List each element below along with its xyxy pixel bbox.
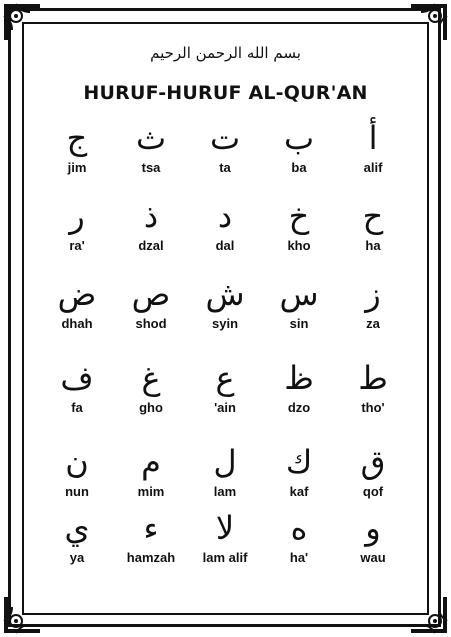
letter-card [114,508,188,578]
letter-card [336,508,410,578]
letter-name: za [366,316,380,331]
letter-glyph: د [217,197,233,235]
letter-glyph: ر [69,197,85,235]
letter-name: lam [213,484,237,499]
letter-glyph: ظ [284,359,314,397]
letter-name: tsa [141,160,161,175]
letter-name: jim [67,160,87,175]
letter-card [188,274,262,358]
letter-glyph: س [279,275,319,313]
letter-name: dzal [138,238,164,253]
letter-name: dhah [61,316,93,331]
letter-glyph: ف [60,359,94,397]
letter-glyph: خ [288,197,310,235]
letter-card [188,196,262,274]
letter-glyph: ي [64,509,90,547]
letter-name: ya [69,550,85,565]
letter-card [262,508,336,578]
letter-card [114,442,188,508]
letter-card [40,358,114,442]
letter-grid [40,118,410,588]
letter-glyph: ز [365,275,381,313]
letter-glyph: ح [362,197,384,235]
letter-name: syin [212,316,239,331]
corner-ornament-icon [407,593,451,637]
letter-name: alif [363,160,383,175]
page-title: HURUF-HURUF AL-QUR'AN [83,82,368,104]
letter-glyph: لا [215,509,235,547]
letter-name: fa [71,400,83,415]
letter-name: dzo [287,400,311,415]
letter-glyph: م [141,443,161,481]
letter-name: qof [362,484,384,499]
letter-name: ta [219,160,231,175]
letter-card [188,118,262,196]
letter-card [336,196,410,274]
corner-ornament-icon [0,593,44,637]
letter-card [336,442,410,508]
letter-name: lam alif [202,550,248,565]
letter-card [114,196,188,274]
letter-name: hamzah [126,550,176,565]
letter-name: tho' [361,400,385,415]
letter-glyph: ت [209,119,241,157]
letter-glyph: غ [141,359,161,397]
letter-name: ra' [69,238,85,253]
letter-name: ha [365,238,381,253]
letter-name: wau [360,550,386,565]
letter-name: mim [137,484,165,499]
corner-ornament-icon [0,0,44,44]
letter-glyph: ك [285,443,313,481]
letter-name: gho [139,400,163,415]
letter-card [40,196,114,274]
letter-card [262,358,336,442]
letter-glyph: أ [368,119,378,157]
basmala-text: بسم الله الرحمن الرحيم [150,44,301,62]
corner-ornament-icon [407,0,451,44]
letter-card [262,274,336,358]
letter-glyph: ن [65,443,89,481]
letter-name: ba [291,160,307,175]
letter-card [188,508,262,578]
letter-glyph: ع [215,359,235,397]
letter-glyph: ش [205,275,245,313]
letter-glyph: ل [213,443,237,481]
letter-glyph: ج [66,119,88,157]
letter-name: dal [215,238,235,253]
letter-name: shod [135,316,167,331]
letter-glyph: ص [131,275,171,313]
letter-glyph: ط [358,359,388,397]
letter-glyph: ه [290,509,308,547]
letter-card [336,118,410,196]
letter-card [188,442,262,508]
letter-name: kaf [289,484,309,499]
letter-card [40,274,114,358]
letter-glyph: ث [135,119,167,157]
letter-name: 'ain [214,400,236,415]
letter-card [40,118,114,196]
letter-glyph: ض [57,275,97,313]
letter-card [262,196,336,274]
letter-glyph: و [365,509,381,547]
letter-glyph: ذ [143,197,159,235]
letter-name: kho [287,238,311,253]
letter-card [114,274,188,358]
letter-name: ha' [289,550,309,565]
letter-card [40,508,114,578]
letter-glyph: ب [283,119,315,157]
letter-card [114,118,188,196]
letter-glyph: ء [143,509,159,547]
letter-card [336,358,410,442]
letter-card [114,358,188,442]
letter-card [262,442,336,508]
letter-card [336,274,410,358]
letter-card [40,442,114,508]
letter-name: nun [65,484,89,499]
letter-glyph: ق [360,443,386,481]
letter-card [188,358,262,442]
letter-card [262,118,336,196]
letter-name: sin [289,316,309,331]
